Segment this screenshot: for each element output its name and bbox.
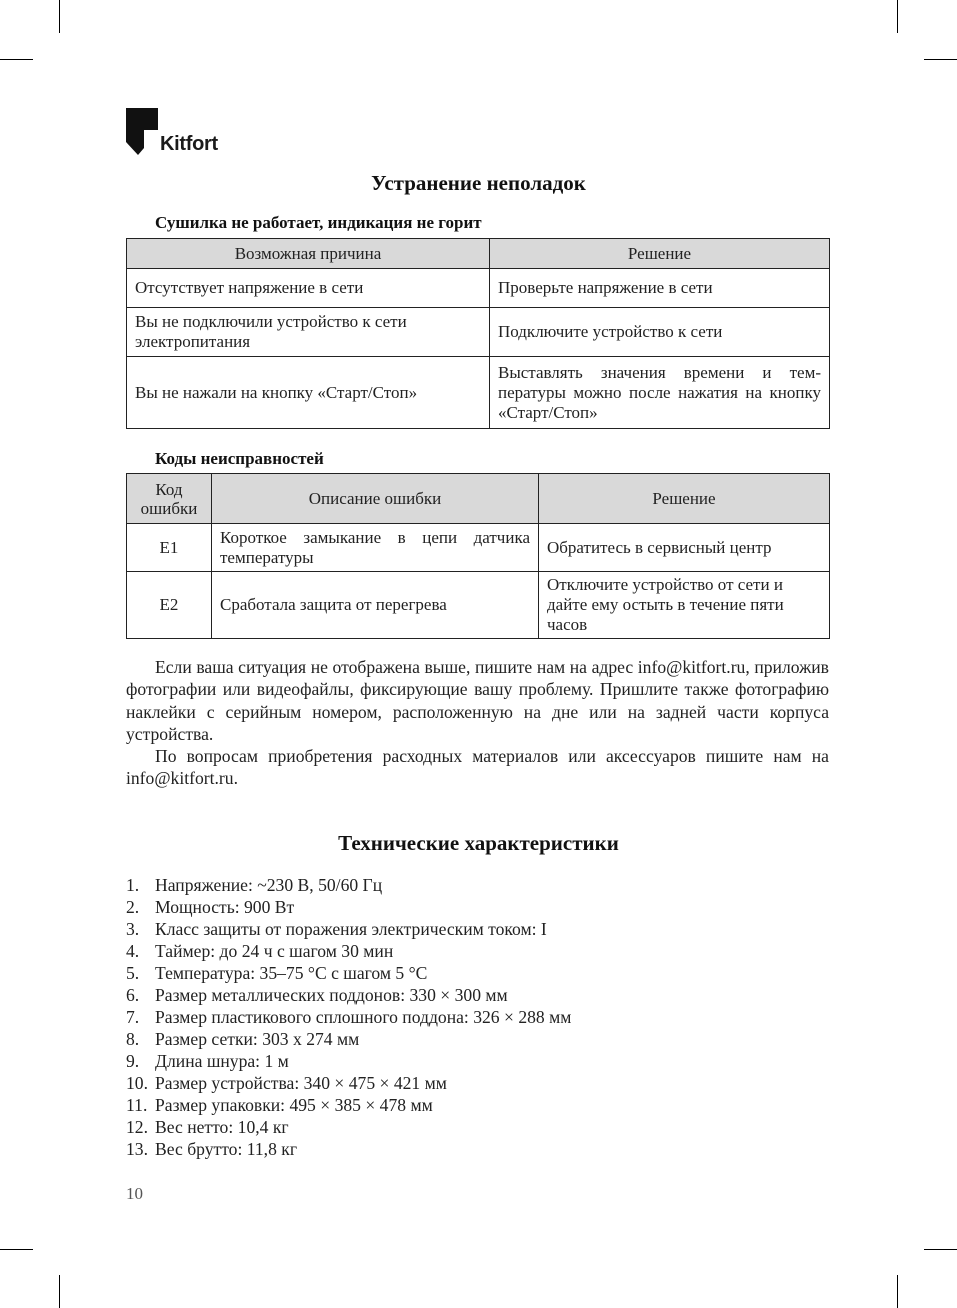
no-power-table bbox=[126, 238, 830, 429]
spec-text: Длина шнура: 1 м bbox=[155, 1051, 289, 1071]
error-description-cell: Сработала защита от перегрева bbox=[212, 572, 539, 639]
solution-cell: Подключите устройство к сети bbox=[490, 308, 830, 357]
cause-cell: Отсутствует напряжение в сети bbox=[127, 269, 490, 308]
crop-mark bbox=[924, 59, 957, 60]
cause-cell: Вы не подключили устройство к сети электропитания bbox=[127, 308, 490, 357]
spec-text: Вес нетто: 10,4 кг bbox=[155, 1117, 289, 1137]
spec-number: 12. bbox=[126, 1117, 148, 1137]
column-header-description: Описание ошибки bbox=[212, 474, 539, 524]
specs-title: Технические характеристики bbox=[338, 831, 619, 855]
brand-logo bbox=[126, 108, 218, 156]
section-heading-error-codes: Коды неисправностей bbox=[155, 449, 324, 468]
spec-text: Размер сетки: 303 х 274 мм bbox=[155, 1029, 360, 1049]
solution-cell: Выставлять значения времени и тем-пературы можно после нажатия на кнопку «Старт/Стоп» bbox=[490, 357, 830, 429]
spec-number: 6. bbox=[126, 985, 140, 1005]
spec-item bbox=[126, 962, 571, 984]
spec-item bbox=[126, 1006, 571, 1028]
spec-number: 5. bbox=[126, 963, 140, 983]
spec-text: Размер металлических поддонов: 330 × 300 мм bbox=[155, 985, 508, 1005]
spec-text: Вес брутто: 11,8 кг bbox=[155, 1139, 298, 1159]
spec-text: Мощность: 900 Вт bbox=[155, 897, 295, 917]
table-row bbox=[127, 269, 830, 308]
contact-text: Если ваша ситуация не отображена выше, пишите нам на адрес info@kitfort.ru, приложив фотографии или видеофайлы, фиксирующие вашу проблему. Пришлите также фотографию наклейки с серийным номером, расположенную на дне или на задней части корпуса устройства. bbox=[126, 657, 829, 744]
spec-item bbox=[126, 896, 571, 918]
spec-text: Напряжение: ~230 В, 50/60 Гц bbox=[155, 875, 383, 895]
brand-name: Kitfort bbox=[160, 133, 218, 155]
spec-item bbox=[126, 918, 571, 940]
spec-text: Класс защиты от поражения электрическим током: I bbox=[155, 919, 547, 939]
error-codes-table bbox=[126, 473, 830, 639]
crop-mark bbox=[59, 1275, 60, 1308]
specs-list bbox=[126, 874, 571, 1160]
spec-number: 8. bbox=[126, 1029, 140, 1049]
section-heading-no-indication: Сушилка не работает, индикация не горит bbox=[155, 213, 482, 232]
table-row bbox=[127, 572, 830, 639]
crop-mark bbox=[0, 59, 33, 60]
spec-item bbox=[126, 1028, 571, 1050]
crop-mark bbox=[924, 1249, 957, 1250]
spec-text: Размер устройства: 340 × 475 × 421 мм bbox=[155, 1073, 447, 1093]
crop-mark bbox=[0, 1249, 33, 1250]
spec-item bbox=[126, 1138, 571, 1160]
spec-item bbox=[126, 1116, 571, 1138]
spec-text: Размер пластикового сплошного поддона: 326 × 288 мм bbox=[155, 1007, 572, 1027]
error-description-cell: Короткое замыкание в цепи датчика температуры bbox=[212, 524, 539, 572]
table-row bbox=[127, 357, 830, 429]
table-row bbox=[127, 308, 830, 357]
solution-cell: Отключите устройство от сети и дайте ему остыть в течение пяти часов bbox=[539, 572, 830, 639]
spec-item bbox=[126, 984, 571, 1006]
crop-mark bbox=[897, 0, 898, 33]
spec-number: 7. bbox=[126, 1007, 140, 1027]
spec-text: Температура: 35–75 °С с шагом 5 °С bbox=[155, 963, 428, 983]
crop-mark bbox=[897, 1275, 898, 1308]
spec-number: 10. bbox=[126, 1073, 148, 1093]
solution-cell: Обратитесь в сервисный центр bbox=[539, 524, 830, 572]
kitfort-logo-icon bbox=[126, 108, 158, 156]
spec-number: 4. bbox=[126, 941, 140, 961]
accessories-text: По вопросам приобретения расходных материалов или аксессуаров пишите нам на info@kitfort.ru. bbox=[126, 746, 829, 789]
spec-item bbox=[126, 1050, 571, 1072]
crop-mark bbox=[59, 0, 60, 33]
spec-item bbox=[126, 874, 571, 896]
column-header-code: Код ошибки bbox=[127, 474, 212, 524]
spec-number: 13. bbox=[126, 1139, 148, 1159]
spec-text: Таймер: до 24 ч с шагом 30 мин bbox=[155, 941, 394, 961]
troubleshooting-title: Устранение неполадок bbox=[371, 171, 586, 195]
spec-item bbox=[126, 1072, 571, 1094]
spec-number: 9. bbox=[126, 1051, 140, 1071]
column-header-cause: Возможная причина bbox=[127, 239, 490, 269]
spec-number: 3. bbox=[126, 919, 140, 939]
page-number: 10 bbox=[126, 1184, 143, 1203]
error-code-cell: E1 bbox=[127, 524, 212, 572]
cause-cell: Вы не нажали на кнопку «Старт/Стоп» bbox=[127, 357, 490, 429]
column-header-solution: Решение bbox=[490, 239, 830, 269]
spec-item bbox=[126, 940, 571, 962]
table-row bbox=[127, 524, 830, 572]
spec-item bbox=[126, 1094, 571, 1116]
spec-number: 2. bbox=[126, 897, 140, 917]
column-header-solution: Решение bbox=[539, 474, 830, 524]
spec-text: Размер упаковки: 495 × 385 × 478 мм bbox=[155, 1095, 433, 1115]
spec-number: 11. bbox=[126, 1095, 148, 1115]
contact-paragraph bbox=[126, 656, 829, 745]
accessories-paragraph bbox=[126, 745, 829, 790]
error-code-cell: E2 bbox=[127, 572, 212, 639]
solution-cell: Проверьте напряжение в сети bbox=[490, 269, 830, 308]
spec-number: 1. bbox=[126, 875, 140, 895]
